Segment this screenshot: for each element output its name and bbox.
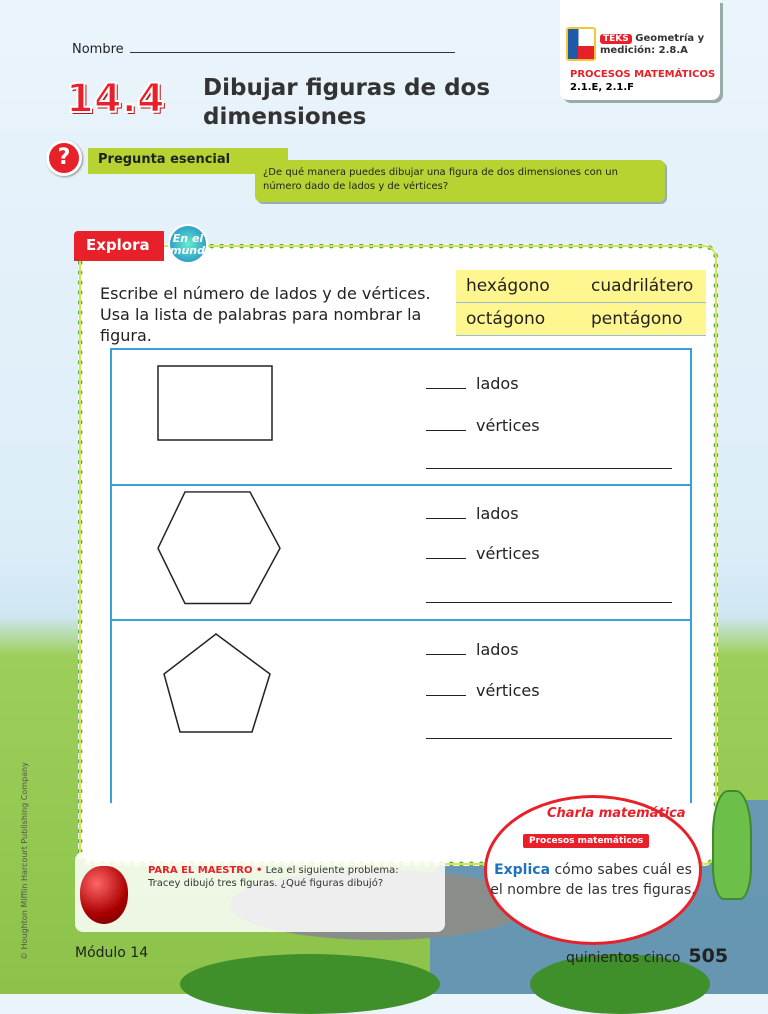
- explore-label: Explora: [74, 231, 164, 261]
- sides-blank[interactable]: lados: [426, 640, 519, 659]
- page-words: quinientos cinco: [566, 950, 681, 966]
- globe-icon: En el mundo: [168, 224, 208, 264]
- shape-name-blank[interactable]: [426, 468, 672, 469]
- processes-codes: 2.1.E, 2.1.F: [570, 82, 634, 93]
- vertices-blank[interactable]: vértices: [426, 544, 540, 563]
- word-item: pentágono: [581, 303, 706, 336]
- divider: [110, 619, 692, 621]
- frog-mascot: [712, 790, 752, 900]
- teacher-note: PARA EL MAESTRO • Lea el siguiente problema: Tracey dibujó tres figuras. ¿Qué figuras dibujó?: [75, 852, 445, 932]
- page-title: Dibujar figuras de dos dimensiones: [203, 75, 491, 130]
- pentagon-shape: [164, 634, 270, 732]
- word-item: hexágono: [456, 270, 581, 303]
- vertices-blank[interactable]: vértices: [426, 681, 540, 700]
- processes-label: PROCESOS MATEMÁTICOS: [570, 69, 716, 80]
- page-number: 505: [688, 945, 729, 967]
- shape-name-blank[interactable]: [426, 738, 672, 739]
- shape-name-blank[interactable]: [426, 602, 672, 603]
- sides-blank[interactable]: lados: [426, 374, 519, 393]
- teks-box: [560, 0, 720, 100]
- teks-badge: TEKS: [600, 34, 632, 44]
- question-icon: ?: [46, 140, 82, 176]
- sides-blank[interactable]: lados: [426, 504, 519, 523]
- essential-question-label: Pregunta esencial: [88, 148, 288, 174]
- math-talk-title: Charla matemática: [547, 806, 686, 821]
- pentagon-container: [160, 630, 280, 740]
- hexagon-shape: [158, 492, 280, 604]
- shapes: [150, 362, 290, 612]
- essential-question-text: ¿De qué manera puedes dibujar una figura de dos dimensiones con un número dado de lados y de vértices?: [255, 160, 665, 202]
- lesson-number: 14.4: [66, 76, 165, 122]
- word-list: [456, 270, 706, 336]
- bush-illustration: [180, 954, 440, 1014]
- apple-icon: [80, 866, 128, 924]
- word-item: octágono: [456, 303, 581, 336]
- vertices-blank[interactable]: vértices: [426, 416, 540, 435]
- math-talk-bubble: Charla matemática Procesos matemáticos Explica cómo sabes cuál es el nombre de las tres figuras.: [484, 795, 702, 945]
- word-item: cuadrilátero: [581, 270, 706, 303]
- texas-flag-icon: [566, 27, 596, 61]
- module-label: Módulo 14: [75, 945, 149, 961]
- teks-standard: Geometría y medición: 2.8.A: [600, 33, 705, 56]
- instructions: Escribe el número de lados y de vértices. Usa la lista de palabras para nombrar la figura.: [100, 284, 431, 345]
- copyright: © Houghton Mifflin Harcourt Publishing Company: [20, 762, 29, 960]
- math-processes-bar: Procesos matemáticos: [523, 834, 649, 848]
- name-field[interactable]: Nombre: [72, 42, 455, 57]
- rectangle-shape: [158, 366, 272, 440]
